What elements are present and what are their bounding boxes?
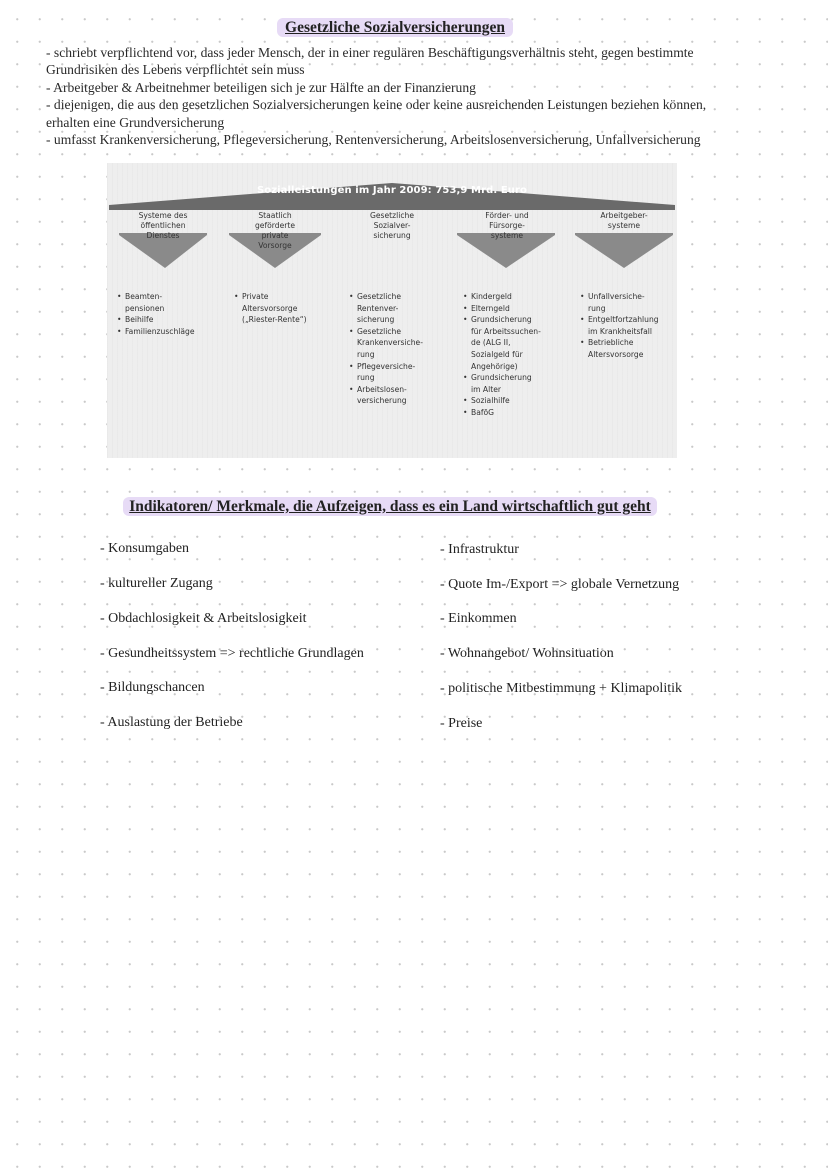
list-item: • Beamten- pensionen <box>117 291 195 314</box>
list-item: • Pflegeversiche- rung <box>349 361 423 384</box>
list-item: • Beihilfe <box>117 314 195 326</box>
column-arrow-shape <box>575 233 673 268</box>
heading-line: systeme <box>490 231 524 240</box>
column-list <box>580 291 659 361</box>
heading-line: Staatlich <box>258 211 292 220</box>
indicator-item: - politische Mitbestimmung + Klimapolitik <box>440 681 682 696</box>
heading-line: Dienstes <box>146 231 180 240</box>
heading-line: geförderte <box>254 221 296 230</box>
list-item: • Elterngeld <box>463 303 541 315</box>
list-item: • Familienzuschläge <box>117 326 195 338</box>
column-heading <box>227 211 323 251</box>
list-item: • Sozialhilfe <box>463 395 541 407</box>
indicator-item: - Einkommen <box>440 611 517 626</box>
intro-line: - schriebt verpflichtend vor, dass jeder Mensch, der in einer regulären Beschäftigungsverhältnis steht, gegen bestimmte <box>46 45 694 60</box>
heading-line: Förder- und <box>485 211 529 220</box>
heading-line: öffentlichen <box>140 221 186 230</box>
list-item: • Arbeitslosen- versicherung <box>349 384 423 407</box>
indicator-item: - Infrastruktur <box>440 542 519 557</box>
page-title <box>0 19 790 37</box>
intro-line: - Arbeitgeber & Arbeitnehmer beteiligen sich je zur Hälfte an der Finanzierung <box>46 79 476 95</box>
indicator-item: - kultureller Zugang <box>100 576 213 591</box>
column-heading <box>115 211 211 241</box>
column-list <box>117 291 195 337</box>
list-item: • Gesetzliche Krankenversiche- rung <box>349 326 423 361</box>
list-item: • Kindergeld <box>463 291 541 303</box>
list-item: • Grundsicherung im Alter <box>463 372 541 395</box>
intro-line: Grundrisiken des Lebens verpflichtet sein muss <box>46 62 305 78</box>
indicators-title <box>0 498 780 516</box>
column-heading <box>459 211 555 241</box>
indicator-item: - Preise <box>440 716 483 731</box>
column-list <box>349 291 423 407</box>
list-item: • Gesetzliche Rentenver- sicherung <box>349 291 423 326</box>
social-benefits-diagram <box>107 163 677 458</box>
list-item: • Grundsicherung für Arbeitssuchen- de (ALG II, Sozialgeld für Angehörige) <box>463 314 541 372</box>
heading-line: Arbeitgeber- <box>600 211 648 220</box>
indicator-item: - Gesundheitssystem => rechtliche Grundlagen <box>100 646 364 661</box>
heading-line: Fürsorge- <box>489 221 525 230</box>
column-list <box>463 291 541 419</box>
column-heading <box>576 211 672 231</box>
list-item: • Unfallversiche- rung <box>580 291 659 314</box>
list-item: • Entgeltfortzahlung im Krankheitsfall <box>580 314 659 337</box>
indicator-item: - Konsumgaben <box>100 541 190 556</box>
intro-line: erhalten eine Grundversicherung <box>46 114 225 130</box>
heading-line: Systeme des <box>138 211 188 220</box>
heading-line: Gesetzliche <box>369 211 415 220</box>
indicator-item: - Obdachlosigkeit & Arbeitslosigkeit <box>100 611 307 626</box>
heading-line: private <box>261 231 289 240</box>
indicators-title-text: Indikatoren/ Merkmale, die Aufzeigen, dass es ein Land wirtschaftlich gut geht <box>123 497 657 516</box>
roof-label: Sozialleistungen im Jahr 2009: 753,9 Mrd. Euro <box>256 185 528 196</box>
page-title-text: Gesetzliche Sozialversicherungen <box>277 18 513 37</box>
intro-line: - umfasst Krankenversicherung, Pflegeversicherung, Rentenversicherung, Arbeitslosenversicherung, Unfallversicherung <box>46 132 701 148</box>
indicator-item: - Wohnangebot/ Wohnsituation <box>440 646 614 661</box>
indicator-item: - Auslastung der Betriebe <box>100 715 243 730</box>
heading-line: Sozialver- <box>373 221 411 230</box>
column-list <box>234 291 307 326</box>
heading-line: systeme <box>607 221 641 230</box>
intro-text <box>46 44 806 148</box>
list-item: • Betriebliche Altersvorsorge <box>580 337 659 360</box>
column-heading <box>344 211 440 241</box>
list-item: • BafōG <box>463 407 541 419</box>
heading-line: sicherung <box>373 231 411 240</box>
indicator-item: - Quote Im-/Export => globale Vernetzung <box>440 577 680 592</box>
list-item: • Private Altersvorsorge („Riester-Rente“) <box>234 291 307 326</box>
intro-line: - diejenigen, die aus den gesetzlichen Sozialversicherungen keine oder keine ausreichenden Leistungen beziehen können, <box>46 97 707 113</box>
heading-line: Vorsorge <box>258 241 292 250</box>
indicator-item: - Bildungschancen <box>100 680 205 695</box>
